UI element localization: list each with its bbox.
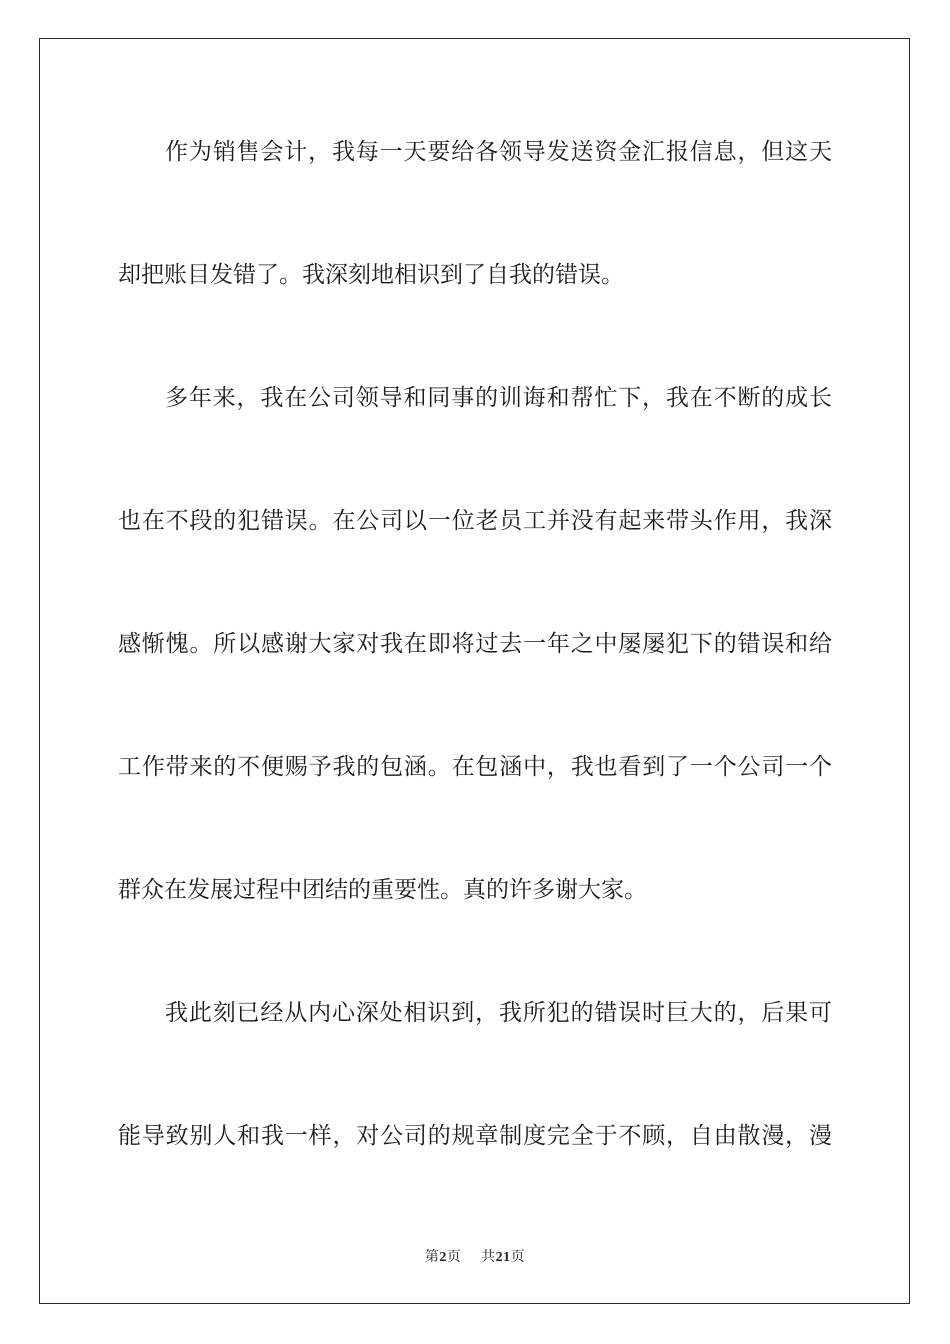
footer-total-prefix: 共 [481,1249,496,1265]
text-line-2: 却把账目发错了。我深刻地相识到了自我的错误。 [118,262,624,288]
text-line-4: 也在不段的犯错误。在公司以一位老员工并没有起来带头作用，我深 [118,508,832,534]
footer-prefix: 第 [424,1249,440,1265]
text-line-1: 作为销售会计，我每一天要给各领导发送资金汇报信息，但这天 [165,139,832,165]
page-footer [0,1246,950,1266]
text-line-5: 感惭愧。所以感谢大家对我在即将过去一年之中屡屡犯下的错误和给 [118,631,832,657]
text-line-9: 能导致别人和我一样，对公司的规章制度完全于不顾，自由散漫，漫 [118,1123,832,1149]
document-body [118,124,832,1231]
footer-page-suffix: 页 [446,1249,462,1265]
text-line-6: 工作带来的不便赐予我的包涵。在包涵中，我也看到了一个公司一个 [118,754,832,780]
text-line-3: 多年来，我在公司领导和同事的训诲和帮忙下，我在不断的成长 [165,385,832,411]
text-line-8: 我此刻已经从内心深处相识到，我所犯的错误时巨大的，后果可 [165,1000,832,1026]
footer-total-suffix: 页 [510,1249,526,1265]
text-line-7: 群众在发展过程中团结的重要性。真的许多谢大家。 [118,877,647,903]
current-page-number: 2 [439,1250,447,1265]
total-page-number: 21 [495,1250,511,1265]
